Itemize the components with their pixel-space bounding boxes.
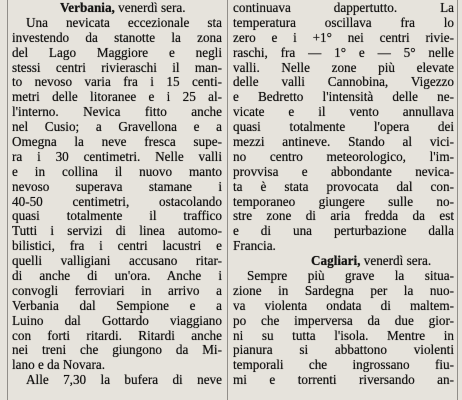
text-line: Una nevicata eccezionale sta — [26, 15, 222, 30]
text-line: Omegna la neve fresca supe- — [12, 135, 222, 150]
text-line: to nevoso varia fra i 15 centi- — [12, 75, 222, 90]
text-line: quasi totalmente l'opera dei — [233, 120, 454, 135]
text-line: nevoso superava stamane i — [12, 179, 222, 194]
text-line: bilistici, fra i centri lacustri e — [12, 239, 222, 254]
text-line: lano e da Novara. — [12, 358, 106, 373]
text-line: stessi centri rivieraschi il man- — [12, 60, 222, 75]
text-line: e in collina il nuovo manto — [12, 164, 222, 179]
dateline-verbania — [12, 1, 222, 16]
text-line: continuava dappertutto. La — [233, 1, 454, 15]
dateline-city: Cagliari, — [311, 254, 361, 269]
dateline-cagliari — [233, 254, 454, 269]
text-line: temperatura oscillava fra lo — [233, 15, 454, 30]
text-line: e Bedretto l'intensità delle ne- — [233, 90, 454, 105]
text-line: Tutti i servizi di linea automo- — [12, 224, 222, 239]
column-rule — [7, 0, 8, 400]
text-line: provvisa e abbondante nevica- — [233, 164, 454, 179]
text-line: po che imperversa da due gior- — [233, 313, 454, 328]
right-column — [233, 1, 454, 388]
text-line: Luino dal Gottardo viaggiano — [12, 313, 222, 328]
column-rule — [227, 0, 228, 400]
text-line: l'interno. Nevica fitto anche — [12, 105, 222, 120]
dateline-city: Verbania, — [60, 1, 115, 15]
text-line: con forti ritardi. Ritardi anche — [12, 328, 222, 343]
text-line: temporaneo giungere sulle no- — [233, 194, 454, 209]
text-line: quasi totalmente il traffico — [12, 209, 222, 224]
text-line: Francia. — [233, 239, 276, 254]
text-line: va violenta ondata di maltem- — [233, 298, 454, 313]
text-line: no centro meteorologico, l'im- — [233, 149, 454, 164]
text-line: di anche di un'ora. Anche i — [12, 269, 222, 284]
text-line: e di una perturbazione dalla — [233, 224, 454, 239]
text-line: Sempre più grave la situa- — [247, 269, 454, 284]
text-line: temporali che ingrossano fiu- — [233, 358, 454, 373]
text-line: nel Cusio; a Gravellona e a — [12, 120, 222, 135]
dateline-day: venerdì sera. — [118, 1, 186, 15]
text-line: mezzi antineve. Stando al vici- — [233, 135, 454, 150]
text-line: convogli ferroviari in arrivo a — [12, 283, 222, 298]
text-line: delle valli Cannobina, Vigezzo — [233, 75, 454, 90]
text-line: raschi, fra — 1° e — 5° nelle — [233, 45, 454, 60]
text-line: vicate e il vento annullava — [233, 105, 454, 120]
text-line: stre zone di aria fredda da est — [233, 209, 454, 224]
dateline-day: venerdì sera. — [363, 254, 432, 269]
text-line: nei treni che giungono da Mi- — [12, 343, 222, 358]
text-line: metri delle litoranee e i 25 al- — [12, 90, 222, 105]
text-line: Verbania dal Sempione e a — [12, 298, 222, 313]
column-rule — [457, 0, 458, 400]
text-line: zione in Sardegna per la nuo- — [233, 283, 454, 298]
text-line: investendo da stanotte la zona — [12, 30, 222, 45]
text-line: ta è stata provocata dal con- — [233, 179, 454, 194]
text-line: Alle 7,30 la bufera di neve — [26, 373, 222, 388]
left-column — [12, 1, 222, 388]
text-line: quelli valligiani accusano ritar- — [12, 254, 222, 269]
text-line: ra i 30 centimetri. Nelle valli — [12, 149, 222, 164]
text-line: zero e i +1° nei centri rivie- — [233, 30, 454, 45]
text-line: mi e torrenti riversando an- — [233, 373, 454, 388]
text-line: 40-50 centimetri, ostacolando — [12, 194, 222, 209]
text-line: valli. Nelle zone più elevate — [233, 60, 454, 75]
text-line: del Lago Maggiore e negli — [12, 45, 222, 60]
text-line: ni su tutta l'isola. Mentre in — [233, 328, 454, 343]
text-line: pianura si abbattono violenti — [233, 343, 454, 358]
